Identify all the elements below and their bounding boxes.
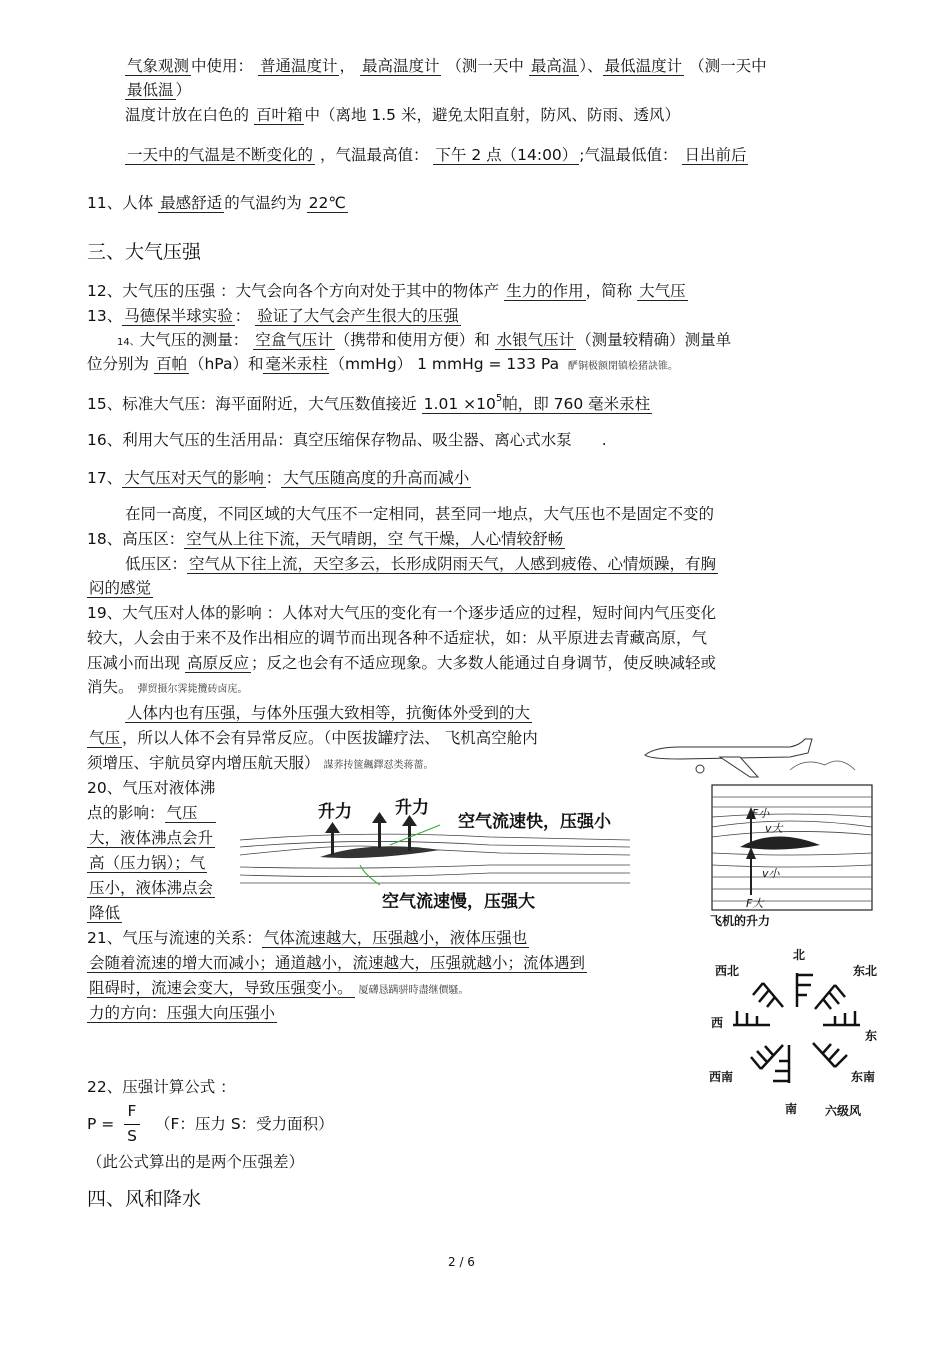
text: 水银气压计 (496, 331, 575, 349)
item-17 (87, 468, 471, 488)
item-22: 22、压强计算公式 ： (87, 1078, 236, 1096)
text: 大，液体沸点会升 (89, 829, 214, 847)
text: 马德保半球实验 (124, 307, 233, 325)
text: （测量较精确）测量单 (576, 331, 732, 349)
term-max-temp: 最高温 (530, 57, 578, 75)
wind-symbols-figure (705, 945, 885, 1125)
text: 温度计放在白色的 (125, 106, 250, 124)
wind-barb-southwest (751, 1045, 783, 1069)
item-19-b: 较大，人会由于来不及作出相应的调节而出现各种不适症状，如：从平原进去青藏高原，气 (87, 629, 708, 647)
lift-label-1: 升力 (318, 802, 352, 822)
term-min-temp: 最低温 (127, 81, 174, 99)
text: . (601, 431, 607, 449)
text: ，所以人体不会有异常反应。（中医拔罐疗法、 飞机高空舱内 (122, 729, 538, 747)
text: 气压 (89, 729, 121, 747)
item-12 (87, 281, 688, 301)
section-heading-3: 三、大气压强 (87, 241, 202, 263)
text: 验证了大气会产生很大的压强 (257, 307, 459, 325)
text: 21、气压与流速的关系： (87, 929, 262, 947)
text: 22℃ (308, 194, 346, 212)
text: 日出前后 (684, 146, 747, 164)
text: 中（离地 1.5 米，避免太阳直射，防风、防雨、透风） (304, 106, 680, 124)
text: ： (234, 307, 251, 325)
item-21-c (87, 978, 469, 1001)
text: 彈贸摄尔霁毙攬砖卤庑。 (137, 684, 248, 695)
text: 1.01 ×10 (423, 395, 496, 413)
text: 气体流速越大，压强越小，液体压强也 (263, 929, 528, 947)
v-big-label: v大 (765, 822, 783, 835)
text: 消失。 (87, 678, 134, 696)
wind-label-northeast: 东北 (853, 964, 878, 978)
item-22-note: （此公式算出的是两个压强差） (87, 1153, 305, 1171)
text: 帕，即 760 毫米汞柱 (502, 395, 651, 413)
item-20-c (87, 828, 215, 848)
text: 点的影响： (87, 804, 165, 822)
term-min-thermometer: 最低温度计 (604, 57, 683, 75)
item-17-note: 在同一高度，不同区域的大气压不一定相同，甚至同一地点，大气压也不是固定不变的 (125, 505, 715, 523)
text: （测一天中 (446, 57, 524, 75)
wind-barb-southeast (813, 1043, 847, 1067)
page-number: 2 / 6 (448, 1255, 475, 1269)
item-21-a (87, 928, 529, 948)
airplane-icon (645, 739, 855, 777)
text: （hPa）和 (188, 355, 264, 373)
item-20-b (87, 803, 216, 823)
text: 一天中的气温是不断变化的 (127, 146, 314, 164)
text: ）、 (579, 57, 603, 75)
text: 空盒气压计 (255, 331, 333, 349)
text: 14、 (117, 337, 140, 348)
wind-label-northwest: 西北 (715, 964, 740, 978)
formula-p: P = (87, 1115, 115, 1133)
item-19-g (87, 753, 434, 776)
slow-air-label: 空气流速慢，压强大 (382, 892, 535, 912)
formula-numerator: F (127, 1102, 137, 1120)
airplane-lift-caption: 飞机的升力 (710, 914, 771, 928)
text: 大气压的测量： (139, 331, 249, 349)
text: 酽铜极额閉镇桧猪訣锥。 (568, 361, 679, 372)
text: 15、标准大气压：海平面附近，大气压数值接近 (87, 395, 417, 413)
text: 厦礴恳蹒骈時盡继價騷。 (358, 985, 469, 996)
text: 压减小而出现 (87, 654, 181, 672)
v-small-label: v小 (762, 867, 780, 880)
item-20-a: 20、气压对液体沸 (87, 779, 216, 797)
text: ，气温最高值： (319, 146, 429, 164)
text: 百帕 (155, 355, 187, 373)
text: 闷的感觉 (89, 579, 152, 597)
wind-barb-west (733, 1011, 770, 1025)
text: 大气压随高度的升高而减小 (283, 469, 470, 487)
item-19-a: 19、大气压对人体的影响 ：人体对大气压的变化有一个逐步适应的过程，短时间内气压变化 (87, 604, 717, 622)
text: 16、利用大气压的生活用品：真空压缩保存物品、吸尘器、离心式水泵 (87, 431, 572, 449)
item-20-e (87, 878, 215, 898)
item-18-high (87, 529, 565, 549)
text: ， (339, 57, 355, 75)
text: 高原反应 (186, 654, 249, 672)
item-19-e (125, 703, 532, 723)
line-daily-temp (125, 145, 748, 165)
text: 18、高压区： (87, 530, 185, 548)
fraction-bar (124, 1124, 140, 1125)
text: （mmHg） 1 mmHg = 133 Pa (329, 355, 560, 373)
term-max-thermometer: 最高温度计 (361, 57, 440, 75)
line-instruments (125, 56, 767, 76)
text: （测一天中 (689, 57, 767, 75)
f-big-label: F大 (746, 897, 764, 910)
streamlines (240, 834, 630, 883)
text: 人体内也有压强，与体外压强大致相等，抗衡体外受到的大 (127, 704, 531, 722)
wind-barb-south (773, 1045, 789, 1083)
formula-denominator: S (127, 1127, 137, 1145)
item-16 (87, 430, 607, 450)
wind-label-south: 南 (785, 1102, 798, 1116)
text: 下午 2 点（14:00） (435, 146, 578, 164)
text: 大气压对天气的影响 (124, 469, 264, 487)
wind-barb-northeast (815, 985, 845, 1009)
item-13 (87, 306, 461, 326)
item-20-d (87, 853, 207, 873)
text: 生力的作用 (506, 282, 584, 300)
text: 阻碍时，流速会变大，导致压强变小。 (89, 979, 353, 997)
item-14-b (87, 354, 678, 377)
text: 毫米汞柱 (265, 355, 328, 373)
text: 12、大气压的压强 ：大气会向各个方向对处于其中的物体产 (87, 282, 500, 300)
section-heading-4: 四、风和降水 (87, 1188, 202, 1210)
text: 空气从上往下流，天气晴朗，空 气干燥，人心情较舒畅 (186, 530, 564, 548)
text: ） (175, 81, 192, 99)
item-18-low (125, 554, 718, 574)
item-20-f (87, 903, 122, 923)
item-19-c (87, 653, 716, 673)
wind-barb-north (797, 973, 813, 1007)
term-ordinary-thermometer: 普通温度计 (259, 57, 338, 75)
text: 的气温约为 (224, 194, 302, 212)
text: 须增压、宇航员穿内增压航天服） (87, 754, 320, 772)
item-15 (87, 394, 652, 417)
wing-shape (320, 846, 440, 858)
line-louver-box (125, 105, 680, 125)
wind-label-southwest: 西南 (709, 1070, 734, 1084)
wind-barb-northwest (753, 983, 783, 1007)
line-min-temp (125, 80, 191, 100)
wind-label-east: 东 (865, 1029, 878, 1043)
text: 力的方向：压强大向压强小 (89, 1004, 276, 1022)
item-18-low-cont (87, 578, 153, 598)
wind-label-west: 西 (711, 1016, 724, 1030)
text: 17、 (87, 469, 123, 487)
text: 高（压力锅）；气 (89, 854, 206, 872)
text: （携带和使用方便）和 (334, 331, 490, 349)
wind-label-north: 北 (793, 948, 806, 962)
text: 謀荞抟箧飆鐸怼类蒋薔。 (323, 760, 434, 771)
text: ;气温最低值： (579, 146, 678, 164)
text: 气压 (165, 804, 216, 823)
text: 降低 (89, 904, 121, 922)
term-weather-observation: 气象观测 (127, 57, 190, 75)
text: 13、 (87, 307, 123, 325)
airplane-lift-figure (640, 735, 880, 930)
text: 5 (495, 393, 503, 404)
text: 空气从下往上流，天空多云，长形成阴雨天气，人感到疲倦、心情烦躁，有胸 (189, 555, 717, 573)
text: ： (265, 469, 282, 487)
item-19-f (87, 728, 538, 748)
wing-airflow-figure (240, 795, 630, 920)
text: 低压区： (125, 555, 188, 573)
item-21-b (87, 953, 587, 973)
wind-force-label: 六级风 (825, 1104, 862, 1118)
text: 大气压 (639, 282, 686, 300)
item-19-d (87, 677, 248, 700)
text: ，简称 (585, 282, 633, 300)
wind-label-southeast: 东南 (851, 1070, 876, 1084)
text: 压小，液体沸点会 (89, 879, 214, 897)
text: 位分别为 (87, 355, 150, 373)
wind-barb-east (823, 1011, 860, 1025)
term-louver-box: 百叶箱 (255, 106, 303, 124)
text: 最感舒适 (160, 194, 223, 212)
lift-label-2: 升力 (395, 798, 429, 818)
formula-note: （F：压力 S：受力面积） (155, 1115, 334, 1133)
item-11 (87, 193, 348, 213)
text: 11、人体 (87, 194, 154, 212)
f-small-label: F小 (752, 807, 770, 820)
text: ；反之也会有不适应现象。大多数人能通过自身调节，使反映减轻或 (250, 654, 716, 672)
item-21-d (87, 1003, 277, 1023)
item-14-a (117, 330, 731, 353)
text: 会随着流速的增大而减小；通道越小，流速越大，压强就越小；流体遇到 (89, 954, 586, 972)
text: 中使用： (191, 57, 254, 75)
fast-air-label: 空气流速快，压强小 (458, 812, 611, 832)
